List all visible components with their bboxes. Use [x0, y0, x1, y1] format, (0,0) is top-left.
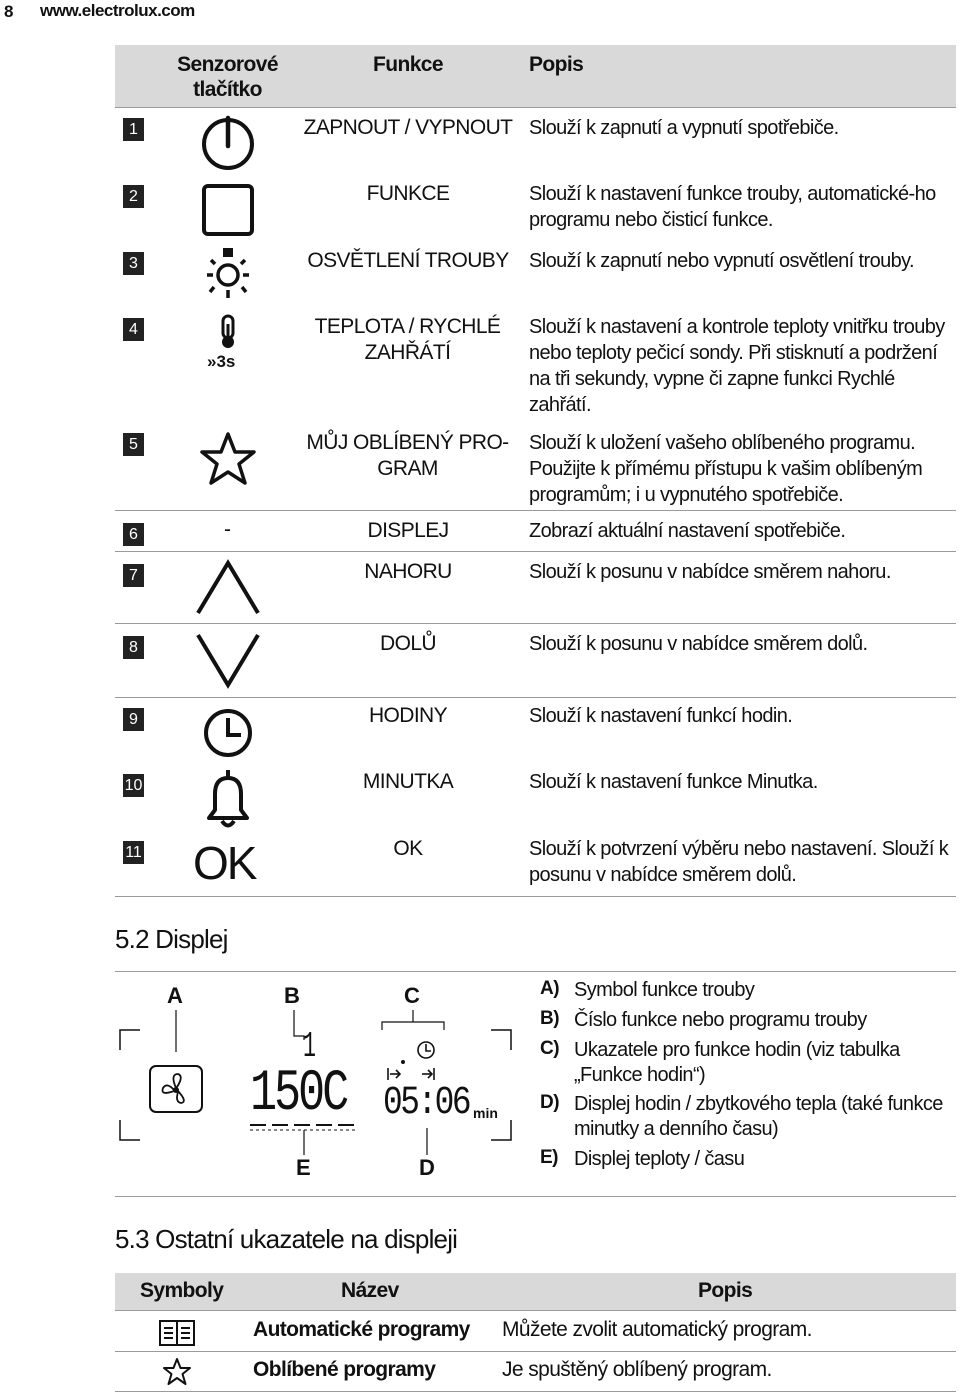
light-bulb-icon — [193, 242, 263, 312]
program-number-digit: 1 — [303, 1026, 316, 1067]
legend-key: C) — [540, 1038, 560, 1059]
row-number: 3 — [123, 252, 144, 275]
row-number: 5 — [123, 433, 144, 456]
function-square-icon — [193, 175, 263, 245]
function-description: Slouží k potvrzení výběru nebo nastavení. Slouží k posunu v nabídce směrem dolů. — [529, 838, 949, 886]
header-sensor-button: Senzorové tlačítko — [177, 53, 278, 101]
row-number: 4 — [123, 318, 144, 341]
clock-icon — [193, 698, 263, 768]
fan-icon — [162, 1074, 183, 1103]
legend-text: Displej teploty / času — [574, 1148, 745, 1170]
legend-text: Displej hodin / zbytkového tepla (také funkce minutky a denního času) — [574, 1093, 943, 1140]
function-name: MINUTKA — [362, 770, 454, 793]
legend-key: E) — [540, 1147, 558, 1168]
function-name: TEPLOTA / RYCHLÉ ZAHŘÁTÍ — [314, 315, 501, 364]
function-description: Slouží k zapnutí nebo vypnutí osvětlení trouby. — [529, 250, 915, 272]
auto-programs-icon — [158, 1319, 196, 1347]
function-name: DISPLEJ — [367, 519, 449, 542]
legend-text: Ukazatele pro funkce hodin (viz tabulka „Funkce hodin“) — [574, 1039, 900, 1086]
ok-icon: OK — [193, 837, 256, 889]
function-description: Slouží k posunu v nabídce směrem dolů. — [529, 633, 868, 655]
row-number: 9 — [123, 708, 144, 731]
header-function: Funkce — [373, 53, 443, 76]
header-description: Popis — [529, 53, 584, 76]
clock-indicator-icons — [388, 1042, 434, 1080]
section-title-display: 5.2 Displej — [115, 924, 228, 954]
function-description: Slouží k uložení vašeho oblíbeného programu. Použijte k přímému přístupu k vašim oblíbeným programům; i u vypnutého spotřebiče. — [529, 432, 923, 506]
legend-text: Symbol funkce trouby — [574, 979, 755, 1001]
function-description: Slouží k nastavení a kontrole teploty vnitřku trouby nebo teploty pečicí sondy. Při stisknutí a podržení na tři sekundy, vypne či zapne funkci Rychlé zahřátí. — [529, 316, 945, 416]
function-name: OSVĚTLENÍ TROUBY — [307, 249, 509, 272]
power-icon — [193, 108, 263, 178]
bell-icon — [193, 764, 263, 834]
temperature-display: 150C — [250, 1062, 347, 1127]
callout-e: E — [296, 1155, 311, 1180]
chevron-down-icon — [193, 627, 263, 693]
time-display: 05:06 — [383, 1081, 470, 1126]
legend-key: A) — [540, 978, 560, 999]
row-number: 2 — [123, 185, 144, 208]
header-name: Název — [341, 1279, 399, 1302]
row-number: 11 — [123, 841, 144, 864]
function-description: Slouží k nastavení funkce Minutka. — [529, 771, 818, 793]
legend-key: D) — [540, 1092, 560, 1113]
row-divider — [115, 510, 956, 511]
section-divider — [115, 971, 956, 972]
function-description: Slouží k nastavení funkce trouby, automatické-ho programu nebo čisticí funkce. — [529, 183, 936, 231]
row-divider — [115, 623, 956, 624]
page-url: www.electrolux.com — [40, 1, 195, 20]
row-divider — [115, 1310, 956, 1311]
function-name: DOLŮ — [380, 632, 436, 655]
indicator-name: Oblíbené programy — [253, 1358, 436, 1381]
legend-text: Číslo funkce nebo programu trouby — [574, 1009, 867, 1031]
row-divider — [115, 551, 956, 552]
callout-d: D — [419, 1155, 435, 1180]
star-icon — [193, 424, 263, 494]
indicator-name: Automatické programy — [253, 1318, 470, 1341]
function-name: HODINY — [368, 704, 448, 727]
function-name: OK — [393, 837, 423, 860]
table-bottom-border — [115, 896, 956, 897]
no-icon-dash: - — [224, 518, 231, 541]
header-symbols: Symboly — [140, 1279, 224, 1302]
row-number: 7 — [123, 564, 144, 587]
function-description: Zobrazí aktuální nastavení spotřebiče. — [529, 520, 846, 542]
function-name: FUNKCE — [366, 182, 450, 205]
star-outline-icon — [161, 1356, 193, 1388]
table-bottom-border — [115, 1391, 956, 1392]
section-title-other: 5.3 Ostatní ukazatele na displeji — [115, 1224, 458, 1254]
table2-header — [115, 1273, 956, 1310]
row-number: 10 — [123, 774, 144, 797]
function-name: MŮJ OBLÍBENÝ PRO-GRAM — [306, 431, 509, 480]
legend-key: B) — [540, 1008, 560, 1029]
row-divider — [115, 1351, 956, 1352]
function-name: NAHORU — [364, 560, 452, 583]
callout-b: B — [284, 983, 300, 1008]
function-description: Slouží k posunu v nabídce směrem nahoru. — [529, 561, 891, 583]
row-number: 1 — [123, 118, 144, 141]
quick-heat-label: »3s — [207, 352, 236, 371]
indicator-description: Je spuštěný oblíbený program. — [502, 1358, 772, 1381]
callout-c: C — [404, 983, 420, 1008]
page-number: 8 — [4, 2, 13, 21]
row-number: 6 — [123, 523, 144, 546]
header-popis: Popis — [698, 1279, 753, 1302]
row-number: 8 — [123, 636, 144, 659]
function-description: Slouží k nastavení funkcí hodin. — [529, 705, 793, 727]
function-description: Slouží k zapnutí a vypnutí spotřebiče. — [529, 117, 839, 139]
chevron-up-icon — [193, 553, 263, 619]
indicator-description: Můžete zvolit automatický program. — [502, 1318, 812, 1341]
section-divider — [115, 1196, 956, 1197]
function-name: ZAPNOUT / VYPNOUT — [303, 116, 513, 139]
callout-a: A — [167, 983, 183, 1008]
minutes-unit: min — [473, 1105, 498, 1121]
